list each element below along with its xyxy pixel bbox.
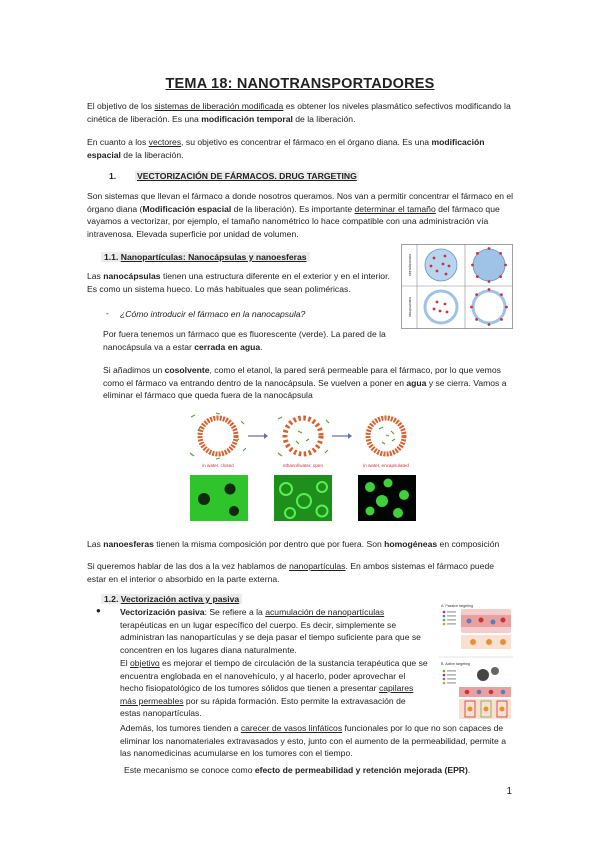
text: Además, los tumores tienden a	[120, 723, 241, 733]
text: .	[260, 341, 263, 352]
underlined-term: vectores	[148, 137, 182, 147]
capsule-encapsulated	[368, 418, 404, 454]
text: de la liberación.	[292, 113, 356, 124]
underlined-term: sistemas de liberación modificada	[154, 101, 284, 111]
arrow-1-head	[264, 433, 268, 439]
text: Si queremos hablar de las dos a la vez hablamos de	[87, 561, 290, 571]
bold-term: cosolvente	[164, 365, 210, 375]
text: . En ambos sistemas el fármaco puede estar en el interior o absorbido en la parte externa.	[87, 561, 495, 584]
bullet-dot: ●	[96, 606, 101, 615]
fluorescent-paragraph	[103, 328, 398, 353]
section-1-2-heading	[101, 594, 242, 604]
label-in-water-closed: in water, closed	[202, 463, 234, 468]
text: tienen la misma composición por dentro que por fuera. Son	[153, 539, 385, 549]
capsule-open	[278, 417, 329, 456]
text: El	[120, 658, 131, 668]
text: por su rápida formación. Esto permite la extravasación de estas nanopartículas.	[120, 695, 406, 719]
bold-term: nanoesferas	[103, 539, 154, 549]
bold-term: cerrada en agua	[194, 341, 261, 352]
text: Este mecanismo se conoce como	[124, 765, 255, 775]
linfaticos-paragraph	[120, 722, 515, 760]
capsule-closed	[190, 413, 246, 459]
bold-term: Vectorización pasiva	[120, 607, 205, 617]
epr-paragraph	[124, 764, 519, 777]
encapsulation-process-figure	[186, 411, 420, 523]
bold-term: homogéneas	[384, 539, 438, 549]
text: , como el etanol, la pared será permeable para el fármaco, por lo que vemos como el fármaco va entrando dentro de la nanocápsula. Se vuelven a poner en	[103, 365, 501, 388]
cosolvente-paragraph	[103, 364, 515, 402]
section-number: 1.2.	[104, 594, 119, 604]
section-1-heading	[109, 171, 359, 181]
nanocapsule-drug-inside	[425, 291, 457, 323]
label-active-targeting: B. Active targeting	[441, 662, 470, 666]
underlined-term: acumulación de nanopartículas	[265, 607, 385, 617]
text: : Se refiere a la	[204, 607, 266, 617]
micrograph-closed	[190, 475, 248, 521]
text: .	[467, 765, 471, 775]
text: Son sistemas que llevan el fármaco a donde nosotros queramos. Nos van a permitir concentrar el fármaco en el órgano diana (	[87, 191, 514, 214]
underlined-term: carecer de vasos linfáticos	[240, 723, 343, 733]
label-nanocapsulas: nanocápsulas	[408, 253, 412, 277]
text: En cuanto a los	[87, 137, 149, 147]
micrograph-encapsulated	[358, 475, 416, 521]
section-title: VECTORIZACIÓN DE FÁRMACOS. DRUG TARGETING	[137, 171, 357, 181]
underlined-term: nanopartículas	[289, 561, 346, 571]
targeting-figure	[439, 601, 513, 723]
section-1-1-heading	[101, 252, 310, 262]
label-passive-targeting: A. Passive targeting	[441, 604, 473, 608]
text: El objetivo de los	[87, 101, 155, 111]
passive-vessel	[461, 609, 511, 649]
text: Si añadimos un	[103, 365, 165, 375]
underlined-term: determinar el tamaño	[354, 203, 436, 214]
text: de la liberación). Es importante	[231, 203, 355, 214]
bold-term: modificación espacial	[87, 137, 485, 160]
arrow-2-head	[348, 433, 352, 439]
bold-term: modificación temporal	[201, 113, 293, 124]
bold-term: agua	[406, 377, 427, 388]
text: terapéuticas en un lugar específico del cuerpo. Es decir, simplemente se administran las nanopartículas y se deja pasar el tiempo suficiente para que se concentren en los lugares diana naturalmente.	[120, 619, 421, 655]
nanoesferas-paragraph	[87, 538, 514, 551]
question-text: ¿Cómo introducir el fármaco en la nanocapsula?	[120, 309, 306, 319]
section-number: 1.	[109, 171, 117, 181]
objetivo-paragraph	[120, 657, 428, 720]
text: Las	[87, 539, 104, 549]
text: y se cierra. Vamos a eliminar el fármaco que queda fuera de la nanocápsula	[103, 377, 507, 401]
nanosphere-drug-inside	[425, 249, 457, 281]
text: del fármaco que vayamos a vectorizar, por ejemplo, el tamaño nanométrico lo hace compatible con una administración vía intravenosa. Elevada superficie por unidad de volumen.	[87, 203, 500, 239]
question-bullet: -	[106, 308, 109, 318]
nanocapsule-drug-surface	[473, 291, 505, 323]
text: , su objetivo es concentrar el fármaco en el órgano diana. Es una	[181, 137, 432, 147]
section-title: Nanopartículas: Nanocápsulas y nanoesferas	[120, 252, 307, 262]
page-title: TEMA 18: NANOTRANSPORTADORES	[165, 76, 435, 92]
label-in-water-encapsulated: in water, encapsulated	[363, 463, 409, 468]
bold-term: nanocápsulas	[103, 271, 161, 281]
nanocapsulas-paragraph	[87, 270, 393, 295]
underlined-term: capilares más permeables	[120, 683, 414, 706]
text: de la liberación.	[120, 149, 184, 160]
section-title: Vectorización activa y pasiva	[120, 594, 240, 604]
nanoparticle-types-figure	[401, 244, 513, 329]
section-number: 1.1.	[104, 252, 119, 262]
text: tienen una estructura diferente en el exterior y en el interior. Es como un sistema hueco. Lo más habituales que sean poliméricas.	[87, 271, 390, 294]
underlined-term: objetivo	[130, 658, 160, 668]
text: Las	[87, 271, 104, 281]
label-ethanol-open: ethanol/water, open	[282, 463, 324, 468]
micrograph-open	[274, 475, 332, 521]
label-nanoesferas: nanoesferas	[408, 297, 412, 317]
nanoparticulas-paragraph	[87, 560, 514, 585]
text: en composición	[437, 539, 500, 549]
text: es mejorar el tiempo de circulación de la sustancia terapéutica que se encuentra englobada en el nanovehículo, y al hacerlo, poder aprovechar el hecho fisiopatológico de los tumores sólidos que tienen a presentar	[120, 658, 428, 694]
intro-paragraph-1	[87, 100, 514, 125]
text: es obtener los niveles plasmático sefectivos modificando la cinética de liberación. Es una	[87, 101, 511, 124]
bold-term: efecto de permeabilidad y retención mejorada (EPR)	[254, 765, 468, 775]
bold-term: Modificación espacial	[142, 203, 232, 214]
text: funcionales por lo que no son capaces de eliminar los nanomateriales extravasados y esto, junto con el aumento de la permeabilidad, permite a las nanomedicinas acumularse en los tumores con el tiempo.	[120, 723, 506, 759]
intro-paragraph-2	[87, 136, 514, 161]
vectorizacion-pasiva-paragraph	[120, 606, 428, 656]
page-number: 1	[506, 786, 512, 797]
text: Por fuera tenemos un fármaco que es fluorescente (verde). La pared de la nanocápsula va a estar	[103, 329, 386, 352]
section-1-paragraph	[87, 190, 514, 240]
